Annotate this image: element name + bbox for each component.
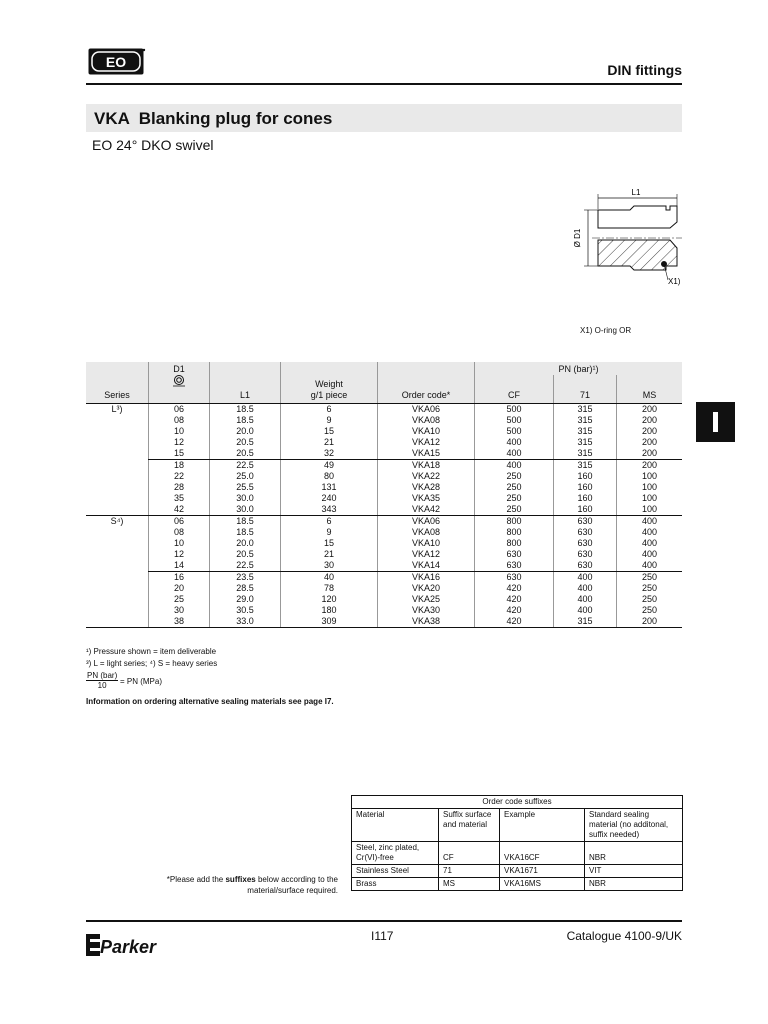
series-cell	[86, 426, 149, 437]
footnote-fraction	[86, 671, 118, 690]
series-cell	[86, 415, 149, 426]
pn-71-cell: 630	[554, 527, 617, 538]
pn-ms-cell: 400	[617, 538, 683, 549]
series-cell	[86, 448, 149, 460]
eo-logo-text: EO	[105, 54, 127, 70]
pn-71-cell: 630	[554, 516, 617, 528]
pn-cf-cell: 500	[475, 426, 554, 437]
order-code-cell: VKA25	[378, 594, 475, 605]
pn-71-cell: 400	[554, 583, 617, 594]
weight-cell: 6	[281, 516, 378, 528]
l1-cell: 20.0	[210, 538, 281, 549]
title-name: Blanking plug for cones	[138, 109, 333, 128]
header-weight-unit: g/1 piece	[281, 390, 378, 404]
series-cell: L³)	[111, 404, 123, 414]
order-code-cell: VKA42	[378, 504, 475, 516]
series-cell	[86, 504, 149, 516]
header-pn: PN (bar)¹)	[475, 362, 683, 375]
weight-cell: 120	[281, 594, 378, 605]
pn-cf-cell: 420	[475, 605, 554, 616]
l1-cell: 23.5	[210, 572, 281, 584]
header-ms: MS	[617, 390, 683, 404]
d1-cell: 08	[149, 415, 210, 426]
d1-cell: 10	[149, 426, 210, 437]
l1-cell: 33.0	[210, 616, 281, 628]
header-order-code: Order code*	[378, 390, 475, 404]
order-code-cell: VKA08	[378, 415, 475, 426]
series-cell	[86, 437, 149, 448]
pn-cf-cell: 250	[475, 482, 554, 493]
pn-ms-cell: 100	[617, 493, 683, 504]
table-row	[86, 616, 682, 628]
technical-drawing	[556, 184, 686, 294]
header-l1: L1	[210, 390, 281, 404]
header-series: Series	[86, 390, 149, 404]
footnote-equation: = PN (MPa)	[120, 677, 163, 686]
header-71: 71	[554, 390, 617, 404]
pn-ms-cell: 200	[617, 415, 683, 426]
pn-71-cell: 315	[554, 426, 617, 437]
d1-cell: 08	[149, 527, 210, 538]
suffix-col-sealing: Standard sealing material (no additonal, suffix needed)	[585, 809, 683, 842]
table-row	[86, 404, 682, 416]
order-code-cell: VKA38	[378, 616, 475, 628]
pn-ms-cell: 200	[617, 448, 683, 460]
table-row	[86, 549, 682, 560]
suffix-cell: NBR	[585, 878, 683, 891]
header-rule	[86, 83, 682, 85]
pn-cf-cell: 250	[475, 493, 554, 504]
weight-cell: 131	[281, 482, 378, 493]
pn-71-cell: 315	[554, 616, 617, 628]
order-code-cell: VKA12	[378, 437, 475, 448]
series-cell	[86, 527, 149, 538]
d1-cell: 06	[149, 516, 210, 528]
pn-71-cell: 315	[554, 404, 617, 416]
pn-ms-cell: 200	[617, 404, 683, 416]
suffix-cell: Steel, zinc plated, Cr(VI)-free	[352, 842, 439, 865]
series-cell	[86, 482, 149, 493]
d1-cell: 25	[149, 594, 210, 605]
pn-cf-cell: 500	[475, 415, 554, 426]
d1-cell: 42	[149, 504, 210, 516]
pn-ms-cell: 400	[617, 527, 683, 538]
order-code-cell: VKA15	[378, 448, 475, 460]
suffix-note-bold: suffixes	[225, 875, 256, 884]
pn-cf-cell: 400	[475, 448, 554, 460]
d1-cell: 22	[149, 471, 210, 482]
table-row	[86, 572, 682, 584]
series-cell	[86, 549, 149, 560]
series-cell	[86, 605, 149, 616]
series-cell: S⁴)	[110, 516, 124, 526]
weight-cell: 21	[281, 549, 378, 560]
table-row	[86, 594, 682, 605]
table-row	[86, 538, 682, 549]
parker-logo-text: Parker	[100, 937, 157, 957]
pn-ms-cell: 200	[617, 437, 683, 448]
weight-cell: 9	[281, 415, 378, 426]
suffix-note-post: below according to the material/surface required.	[247, 875, 338, 895]
table-row	[86, 426, 682, 437]
pn-71-cell: 160	[554, 504, 617, 516]
order-code-cell: VKA35	[378, 493, 475, 504]
parker-logo	[86, 932, 168, 958]
weight-cell: 180	[281, 605, 378, 616]
pn-cf-cell: 420	[475, 594, 554, 605]
order-code-cell: VKA20	[378, 583, 475, 594]
l1-cell: 18.5	[210, 516, 281, 528]
table-row	[86, 482, 682, 493]
pn-cf-cell: 630	[475, 560, 554, 572]
table-row	[86, 605, 682, 616]
header-d1: D1	[149, 362, 210, 375]
pn-71-cell: 315	[554, 460, 617, 472]
table-row	[86, 504, 682, 516]
weight-cell: 32	[281, 448, 378, 460]
l1-cell: 22.5	[210, 560, 281, 572]
suffix-cell: VKA16MS	[500, 878, 585, 891]
series-cell	[86, 471, 149, 482]
pn-71-cell: 400	[554, 572, 617, 584]
l1-cell: 20.0	[210, 426, 281, 437]
weight-cell: 78	[281, 583, 378, 594]
order-code-cell: VKA28	[378, 482, 475, 493]
pn-cf-cell: 800	[475, 538, 554, 549]
pn-cf-cell: 420	[475, 616, 554, 628]
pn-71-cell: 400	[554, 594, 617, 605]
order-code-cell: VKA08	[378, 527, 475, 538]
l1-cell: 20.5	[210, 549, 281, 560]
order-code-cell: VKA30	[378, 605, 475, 616]
pn-ms-cell: 400	[617, 560, 683, 572]
thread-icon	[149, 375, 210, 390]
series-cell	[86, 583, 149, 594]
l1-cell: 28.5	[210, 583, 281, 594]
table-row	[86, 415, 682, 426]
table-row	[86, 493, 682, 504]
order-code-cell: VKA18	[378, 460, 475, 472]
series-cell	[86, 594, 149, 605]
product-table	[86, 362, 682, 628]
pn-71-cell: 400	[554, 605, 617, 616]
order-code-cell: VKA06	[378, 516, 475, 528]
oring-note: X1) O-ring OR	[580, 326, 632, 335]
weight-cell: 30	[281, 560, 378, 572]
l1-cell: 20.5	[210, 448, 281, 460]
weight-cell: 6	[281, 404, 378, 416]
l1-cell: 30.5	[210, 605, 281, 616]
header-cf: CF	[475, 390, 554, 404]
label-d1: Ø D1	[573, 228, 582, 248]
pn-cf-cell: 400	[475, 437, 554, 448]
d1-cell: 12	[149, 437, 210, 448]
d1-cell: 28	[149, 482, 210, 493]
section-tab	[696, 402, 735, 442]
weight-cell: 15	[281, 426, 378, 437]
suffix-cell: Brass	[352, 878, 439, 891]
catalogue-ref: Catalogue 4100-9/UK	[566, 929, 682, 943]
d1-cell: 10	[149, 538, 210, 549]
table-row	[86, 560, 682, 572]
table-row	[86, 448, 682, 460]
suffix-col-suffix: Suffix surface and material	[439, 809, 500, 842]
pn-ms-cell: 200	[617, 460, 683, 472]
pn-ms-cell: 250	[617, 583, 683, 594]
l1-cell: 18.5	[210, 527, 281, 538]
suffix-cell: VKA1671	[500, 865, 585, 878]
pn-ms-cell: 250	[617, 572, 683, 584]
suffix-cell: CF	[439, 842, 500, 865]
pn-cf-cell: 250	[475, 471, 554, 482]
l1-cell: 25.0	[210, 471, 281, 482]
l1-cell: 22.5	[210, 460, 281, 472]
l1-cell: 29.0	[210, 594, 281, 605]
weight-cell: 49	[281, 460, 378, 472]
pn-71-cell: 315	[554, 415, 617, 426]
suffix-cell: NBR	[585, 842, 683, 865]
pn-71-cell: 630	[554, 549, 617, 560]
suffix-note	[140, 874, 338, 896]
d1-cell: 12	[149, 549, 210, 560]
pn-ms-cell: 100	[617, 504, 683, 516]
pn-ms-cell: 400	[617, 549, 683, 560]
pn-71-cell: 630	[554, 560, 617, 572]
suffix-cell: 71	[439, 865, 500, 878]
order-code-cell: VKA10	[378, 426, 475, 437]
pn-cf-cell: 420	[475, 583, 554, 594]
table-row	[86, 583, 682, 594]
pn-cf-cell: 250	[475, 504, 554, 516]
table-body	[86, 404, 682, 628]
page-subtitle: EO 24° DKO swivel	[92, 137, 214, 153]
eo-logo	[88, 48, 146, 75]
label-l1: L1	[631, 188, 641, 197]
order-code-cell: VKA10	[378, 538, 475, 549]
order-code-cell: VKA16	[378, 572, 475, 584]
footnote-2: ³) L = light series; ⁴) S = heavy series	[86, 659, 218, 668]
suffix-col-material: Material	[352, 809, 439, 842]
weight-cell: 343	[281, 504, 378, 516]
weight-cell: 15	[281, 538, 378, 549]
l1-cell: 18.5	[210, 415, 281, 426]
pn-cf-cell: 630	[475, 572, 554, 584]
pn-71-cell: 315	[554, 448, 617, 460]
series-cell	[86, 538, 149, 549]
pn-ms-cell: 100	[617, 482, 683, 493]
pn-ms-cell: 250	[617, 594, 683, 605]
l1-cell: 20.5	[210, 437, 281, 448]
footnote-1: ¹) Pressure shown = item deliverable	[86, 647, 217, 656]
series-cell	[86, 493, 149, 504]
table-row	[86, 460, 682, 472]
suffix-table-title: Order code suffixes	[352, 796, 683, 809]
page-number: I117	[371, 929, 394, 943]
series-cell	[86, 560, 149, 572]
series-cell	[86, 572, 149, 584]
pn-ms-cell: 100	[617, 471, 683, 482]
footnote-ordering-info: Information on ordering alternative sealing materials see page I7.	[86, 697, 334, 706]
pn-ms-cell: 200	[617, 426, 683, 437]
pn-71-cell: 160	[554, 493, 617, 504]
suffix-cell: Stainless Steel	[352, 865, 439, 878]
d1-cell: 06	[149, 404, 210, 416]
suffix-col-example: Example	[500, 809, 585, 842]
l1-cell: 30.0	[210, 504, 281, 516]
weight-cell: 21	[281, 437, 378, 448]
order-code-cell: VKA12	[378, 549, 475, 560]
pn-ms-cell: 200	[617, 616, 683, 628]
weight-cell: 40	[281, 572, 378, 584]
pn-ms-cell: 400	[617, 516, 683, 528]
section-tab-letter-glyph	[713, 412, 718, 432]
footer-rule	[86, 920, 682, 922]
l1-cell: 30.0	[210, 493, 281, 504]
section-title: DIN fittings	[607, 62, 682, 78]
pn-cf-cell: 500	[475, 404, 554, 416]
d1-cell: 16	[149, 572, 210, 584]
title-bar	[86, 104, 682, 132]
pn-71-cell: 630	[554, 538, 617, 549]
table-row	[86, 437, 682, 448]
weight-cell: 240	[281, 493, 378, 504]
table-row	[86, 527, 682, 538]
table-row	[86, 516, 682, 528]
pn-cf-cell: 630	[475, 549, 554, 560]
l1-cell: 18.5	[210, 404, 281, 416]
l1-cell: 25.5	[210, 482, 281, 493]
pn-71-cell: 315	[554, 437, 617, 448]
suffix-cell: VKA16CF	[500, 842, 585, 865]
suffix-table	[351, 795, 683, 891]
d1-cell: 35	[149, 493, 210, 504]
page-title	[94, 109, 332, 129]
suffix-note-pre: *Please add the	[166, 875, 226, 884]
series-cell	[86, 616, 149, 628]
weight-cell: 9	[281, 527, 378, 538]
pn-cf-cell: 800	[475, 516, 554, 528]
pn-71-cell: 160	[554, 482, 617, 493]
pn-71-cell: 160	[554, 471, 617, 482]
table-row	[86, 471, 682, 482]
d1-cell: 38	[149, 616, 210, 628]
order-code-cell: VKA22	[378, 471, 475, 482]
d1-cell: 15	[149, 448, 210, 460]
series-cell	[86, 460, 149, 472]
d1-cell: 14	[149, 560, 210, 572]
pn-cf-cell: 800	[475, 527, 554, 538]
pn-cf-cell: 400	[475, 460, 554, 472]
suffix-cell: MS	[439, 878, 500, 891]
weight-cell: 309	[281, 616, 378, 628]
weight-cell: 80	[281, 471, 378, 482]
d1-cell: 18	[149, 460, 210, 472]
fraction-numerator: PN (bar)	[87, 671, 118, 680]
pn-ms-cell: 250	[617, 605, 683, 616]
suffix-cell: VIT	[585, 865, 683, 878]
order-code-cell: VKA06	[378, 404, 475, 416]
fraction-denominator: 10	[97, 681, 107, 690]
d1-cell: 20	[149, 583, 210, 594]
label-x1: X1)	[668, 277, 681, 286]
header-weight: Weight	[281, 375, 378, 390]
order-code-cell: VKA14	[378, 560, 475, 572]
title-code: VKA	[94, 109, 130, 128]
d1-cell: 30	[149, 605, 210, 616]
